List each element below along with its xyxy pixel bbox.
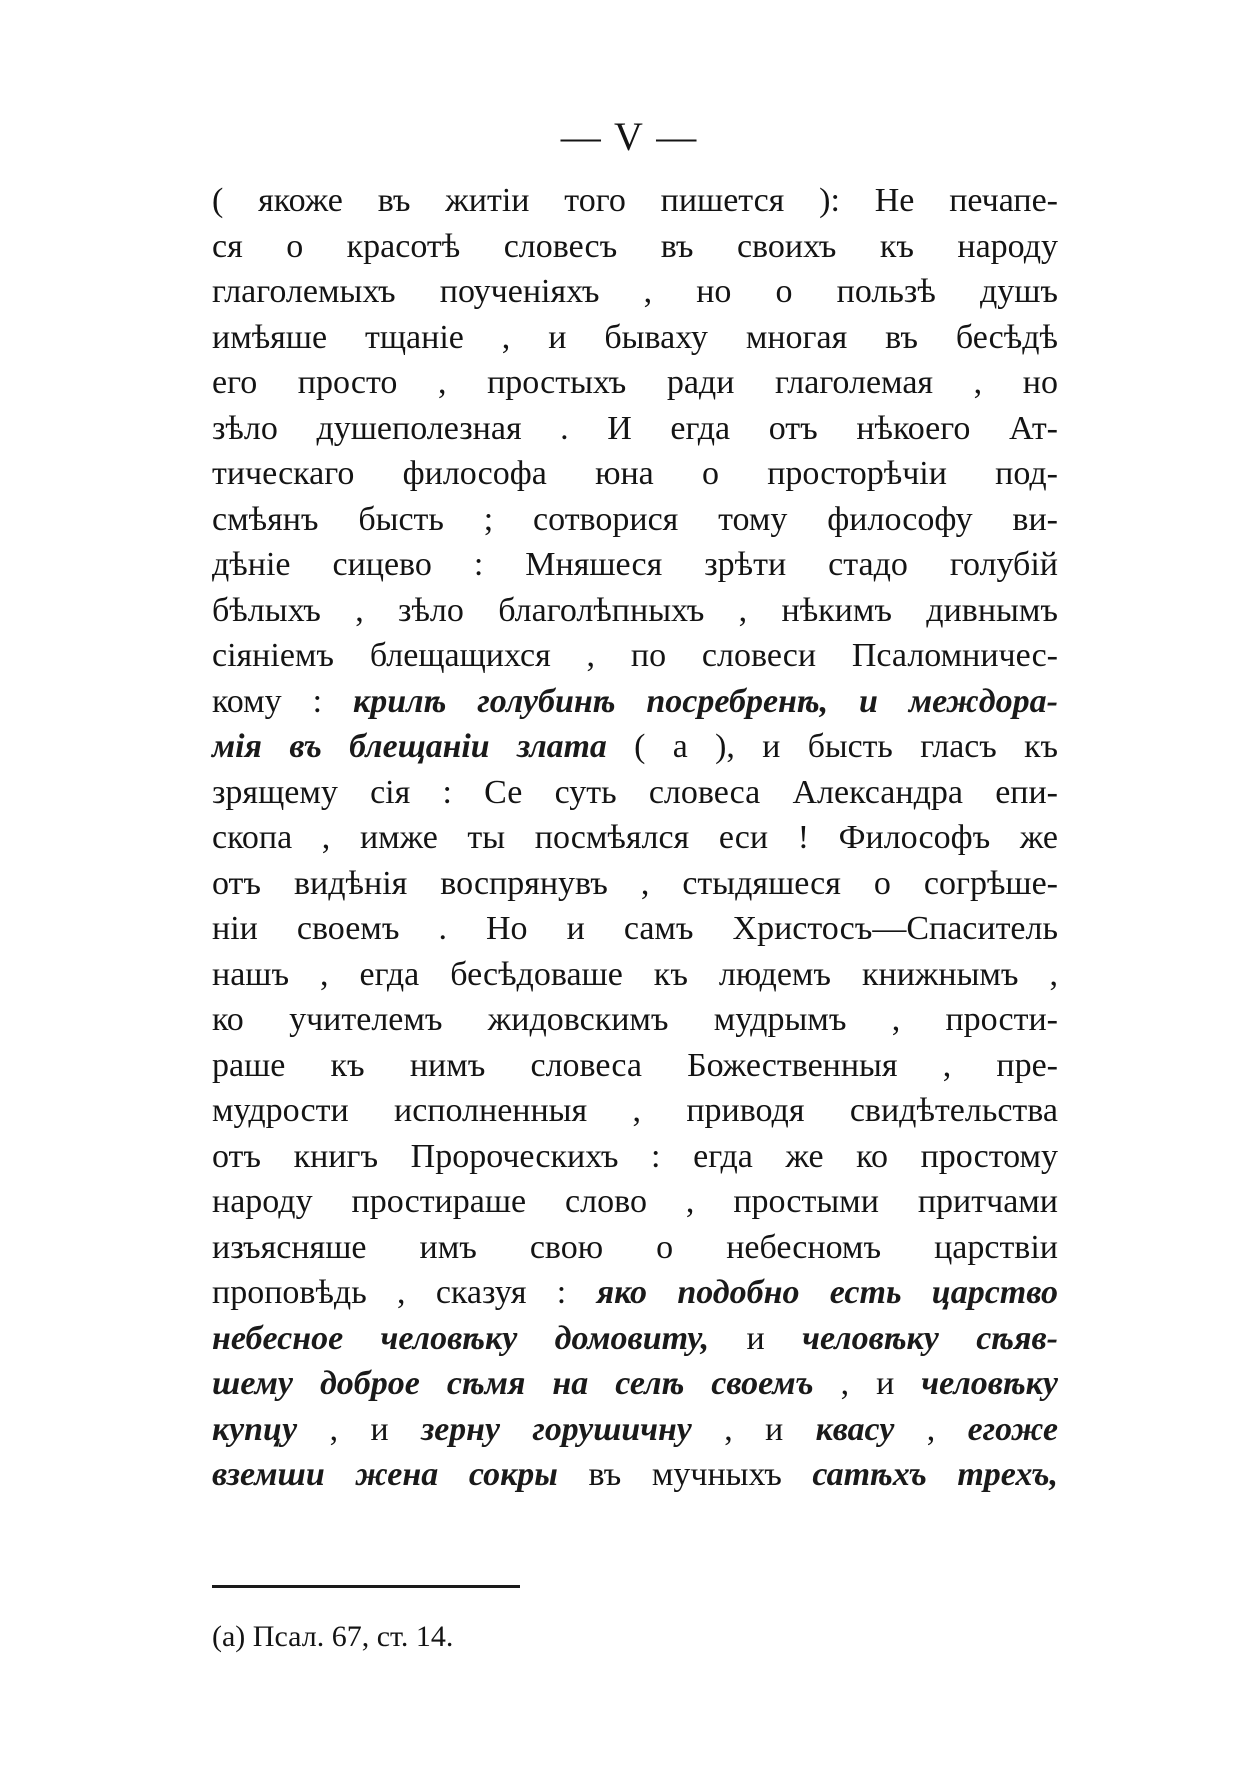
text-line xyxy=(212,1407,1058,1453)
text-segment: проповѣдь , сказуя : xyxy=(212,1274,597,1311)
text-line xyxy=(212,1225,1058,1271)
text-segment: въ мучныхъ xyxy=(557,1456,813,1493)
footnote: (а) Псал. 67, ст. 14. xyxy=(212,1620,454,1653)
text-line xyxy=(212,1134,1058,1180)
text-line xyxy=(212,360,1058,406)
text-segment: тическаго философа юна о просторѣчіи под- xyxy=(212,455,1058,492)
text-segment: , и xyxy=(691,1410,816,1448)
italic-quote-segment: квасу xyxy=(815,1410,895,1448)
body-text xyxy=(212,178,1058,1498)
text-segment: отъ книгъ Пророческихъ : егда же ко простому xyxy=(212,1137,1058,1175)
text-line xyxy=(212,588,1058,634)
text-line xyxy=(212,1361,1058,1407)
italic-quote-segment: егоже xyxy=(967,1410,1058,1448)
text-line xyxy=(212,315,1058,361)
text-line xyxy=(212,497,1058,543)
text-line xyxy=(212,1179,1058,1225)
text-segment: отъ видѣнія воспрянувъ , стыдяшеся о согрѣше- xyxy=(212,864,1058,902)
text-segment: раше къ нимъ словеса Божественныя , пре- xyxy=(212,1046,1058,1084)
italic-quote-segment: небесное человѣку домовиту, xyxy=(212,1319,710,1357)
text-segment: ( якоже въ житіи того пишется ): Не печапе- xyxy=(212,182,1058,219)
text-line xyxy=(212,542,1058,588)
text-segment: скопа , имже ты посмѣялся еси ! Философъ же xyxy=(212,819,1058,856)
text-segment: смѣянъ бысть ; сотворися тому философу ви- xyxy=(212,500,1058,538)
text-line xyxy=(212,269,1058,315)
text-segment: зѣло душеполезная . И егда отъ нѣкоего Ат- xyxy=(212,409,1058,447)
text-segment: сіяніемъ блещащихся , по словеси Псаломничес- xyxy=(212,637,1058,674)
text-line xyxy=(212,906,1058,952)
text-segment: дѣніе сицево : Мняшеся зрѣти стадо голубій xyxy=(212,546,1058,583)
text-segment: ко учителемъ жидовскимъ мудрымъ , прости- xyxy=(212,1001,1058,1038)
text-segment: имѣяше тщаніе , и бываху многая въ бесѣдѣ xyxy=(212,318,1058,356)
text-segment: нашъ , егда бесѣдоваше къ людемъ книжнымъ , xyxy=(212,955,1058,993)
text-line xyxy=(212,1043,1058,1089)
italic-quote-segment: вземши жена сокры xyxy=(212,1456,558,1493)
text-segment: народу простираше слово , простыми притчами xyxy=(212,1183,1058,1220)
text-line xyxy=(212,178,1058,224)
text-line xyxy=(212,724,1058,770)
text-segment: , и xyxy=(813,1365,922,1402)
text-line xyxy=(212,952,1058,998)
text-line xyxy=(212,997,1058,1043)
text-segment: ся о красотѣ словесъ въ своихъ къ народу xyxy=(212,227,1058,265)
text-line xyxy=(212,1270,1058,1316)
page-number: — V — xyxy=(560,114,699,159)
text-segment: зрящему сія : Се суть словеса Александра епи- xyxy=(212,773,1058,811)
text-line xyxy=(212,1452,1058,1498)
text-line xyxy=(212,770,1058,816)
italic-quote-segment: сатѣхъ трехъ, xyxy=(812,1456,1058,1493)
text-segment: ( а ), и бысть гласъ къ xyxy=(606,728,1058,765)
italic-quote-segment: зерну горушичну xyxy=(421,1410,692,1448)
text-segment: , и xyxy=(297,1410,422,1448)
text-line xyxy=(212,224,1058,270)
text-segment: и xyxy=(709,1319,803,1357)
text-line xyxy=(212,1316,1058,1362)
italic-quote-segment: человѣку сѣяв- xyxy=(802,1319,1058,1357)
footnote-rule xyxy=(212,1585,520,1588)
text-segment: его просто , простыхъ ради глаголемая , но xyxy=(212,364,1058,401)
text-line xyxy=(212,679,1058,725)
text-segment: , xyxy=(894,1410,968,1448)
text-segment: мудрости исполненныя , приводя свидѣтельства xyxy=(212,1092,1058,1129)
text-line xyxy=(212,406,1058,452)
italic-quote-segment: человѣку xyxy=(921,1365,1058,1402)
text-segment: изъясняше имъ свою о небесномъ царствіи xyxy=(212,1228,1058,1266)
italic-quote-segment: крилѣ голубинѣ посребренѣ, и междора- xyxy=(352,682,1058,720)
text-segment: глаголемыхъ поученіяхъ , но о пользѣ душъ xyxy=(212,273,1058,310)
text-line xyxy=(212,861,1058,907)
text-segment: ніи своемъ . Но и самъ Христосъ—Спаситель xyxy=(212,910,1058,947)
text-line xyxy=(212,633,1058,679)
italic-quote-segment: шему доброе сѣмя на селѣ своемъ xyxy=(212,1365,814,1402)
italic-quote-segment: купцу xyxy=(212,1410,298,1448)
text-segment: кому : xyxy=(212,682,353,720)
text-segment: бѣлыхъ , зѣло благолѣпныхъ , нѣкимъ дивнымъ xyxy=(212,591,1058,629)
text-line xyxy=(212,451,1058,497)
italic-quote-segment: яко подобно есть царство xyxy=(596,1274,1058,1311)
text-line xyxy=(212,815,1058,861)
italic-quote-segment: мія въ блещаніи злата xyxy=(212,728,607,765)
text-line xyxy=(212,1088,1058,1134)
